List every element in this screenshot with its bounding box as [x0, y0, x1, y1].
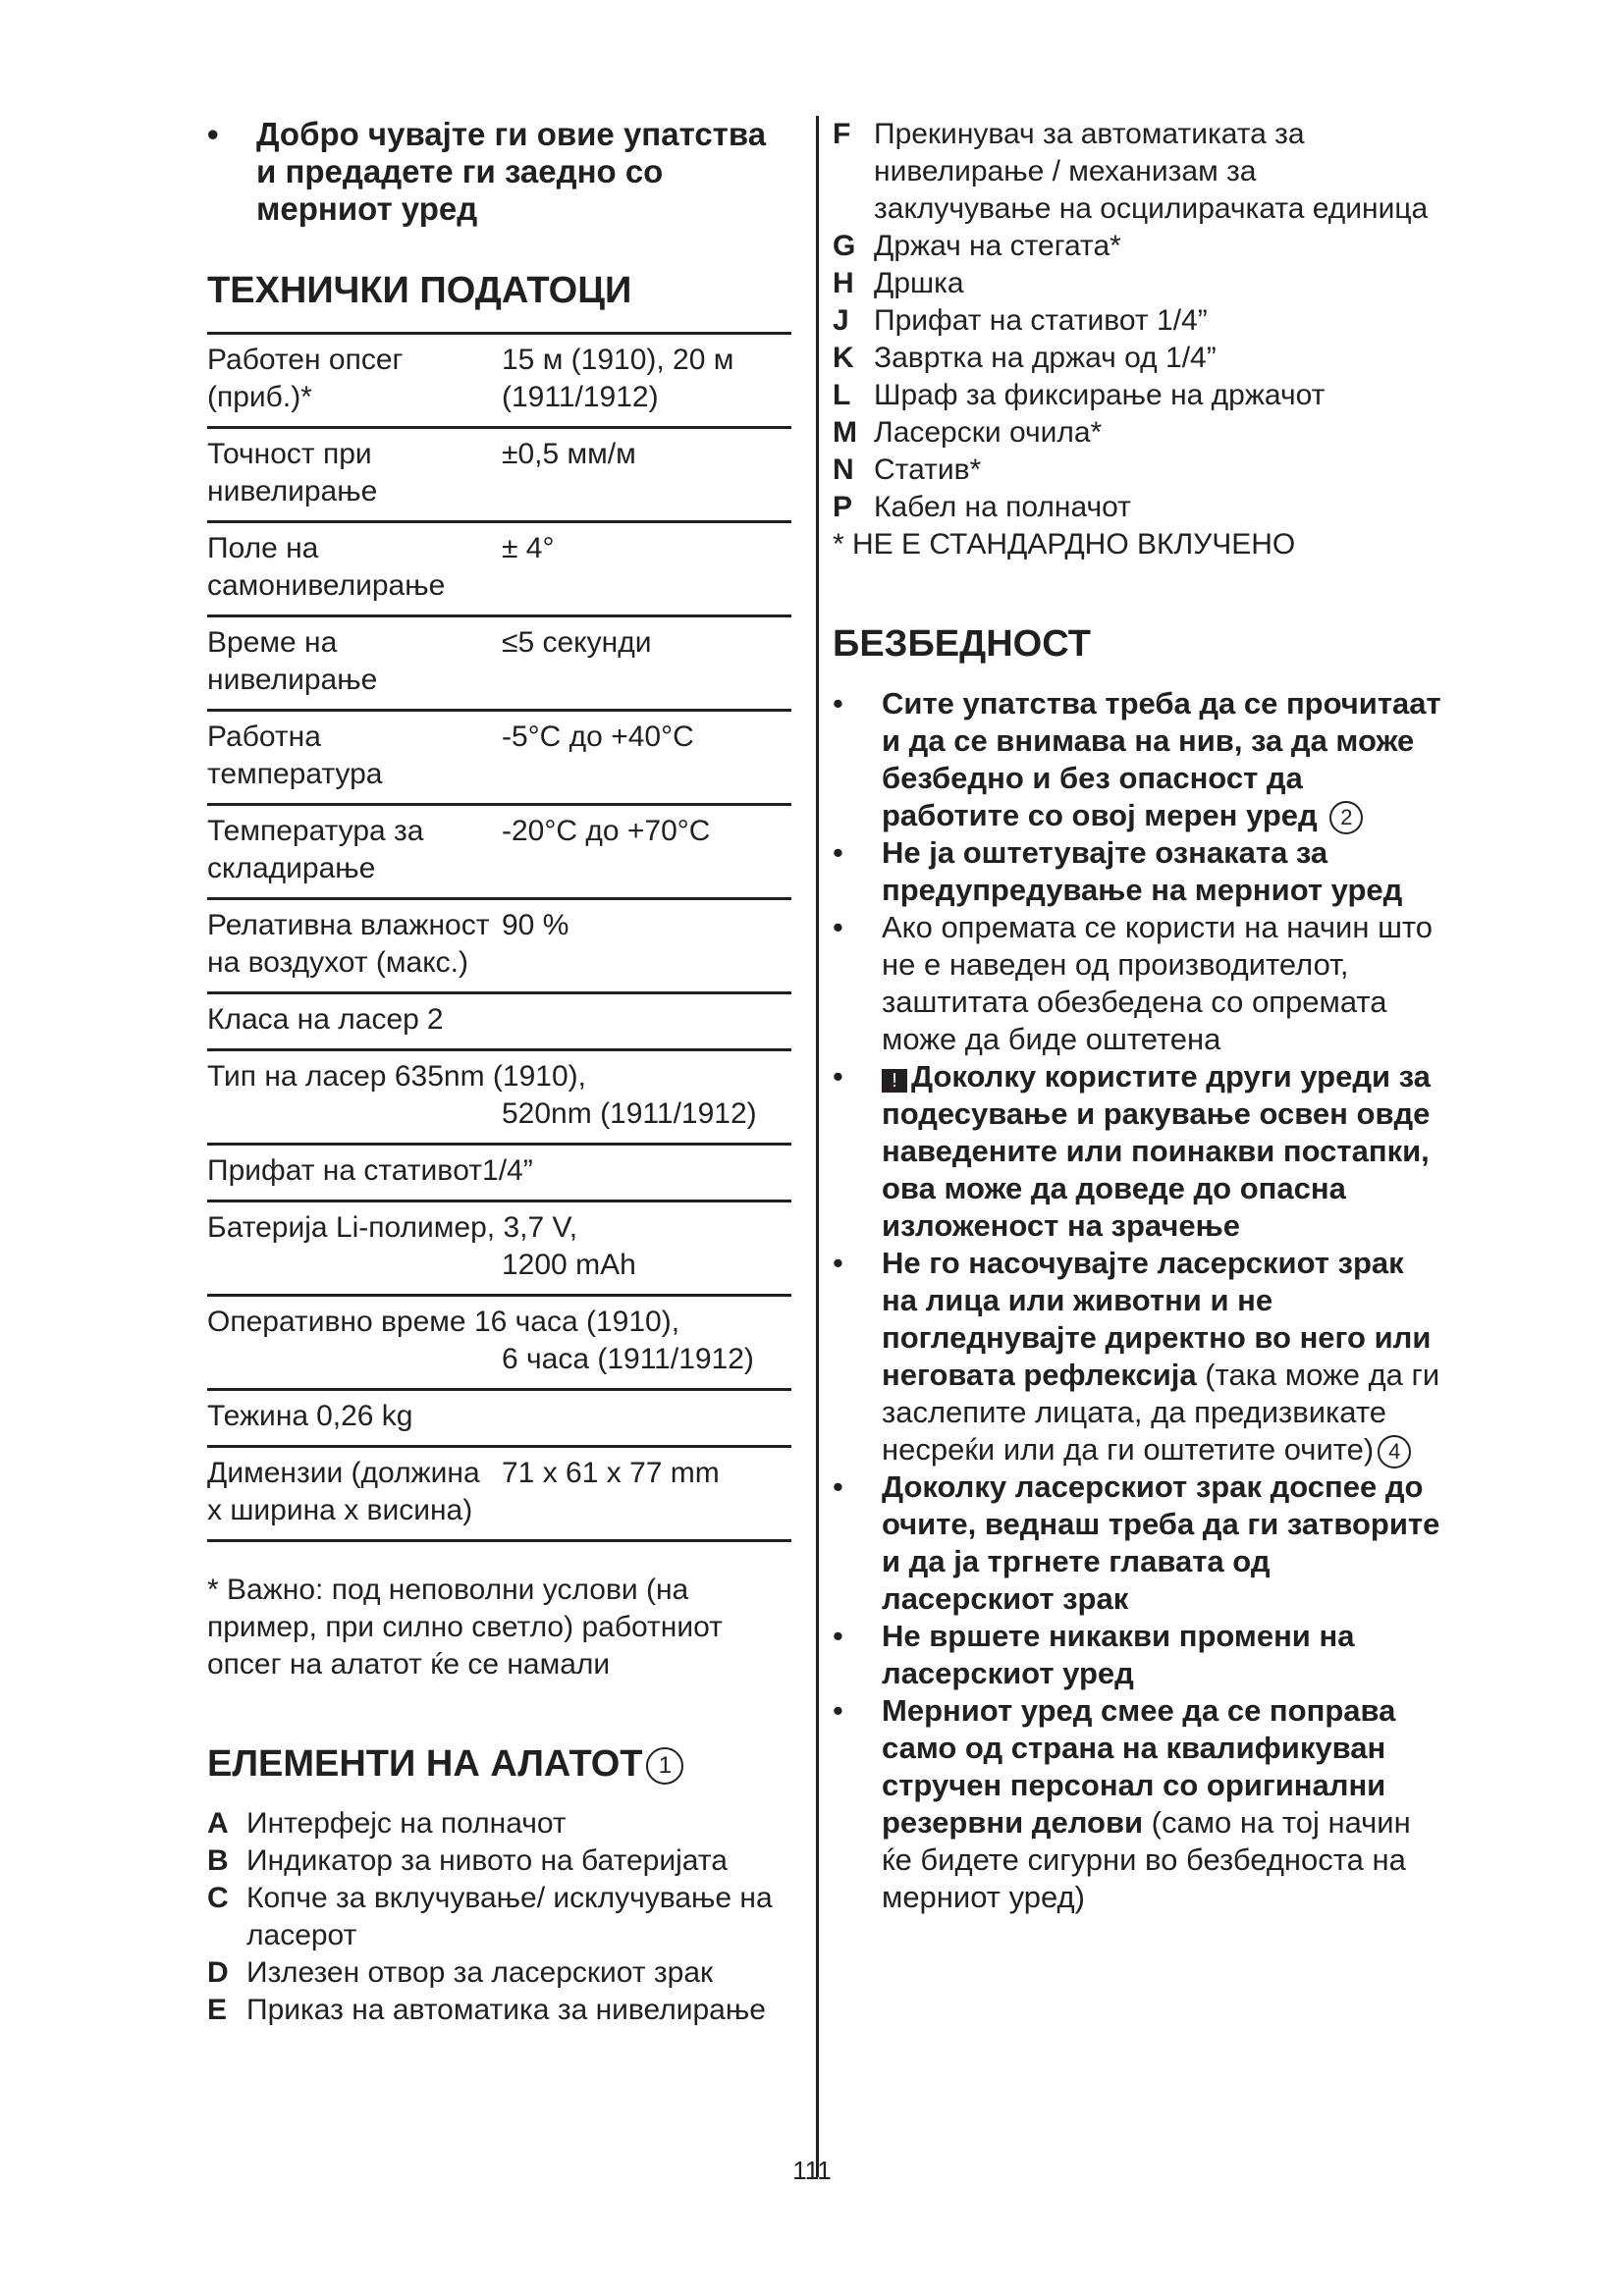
bullet-dot: • [833, 1619, 843, 1653]
spec-label: Тип на ласер [207, 1060, 387, 1093]
list-item [207, 1805, 791, 1842]
intro-bullet [207, 116, 791, 228]
safety-item [833, 909, 1441, 1058]
list-item [833, 302, 1441, 340]
item-key: D [207, 1956, 229, 1989]
list-item [833, 116, 1441, 228]
spec-label: Димензии (должина x ширина x висина) [207, 1457, 480, 1526]
bullet-dot: • [833, 1469, 843, 1504]
list-item [207, 1880, 791, 1954]
safety-bold-text: Не вршете никакви промени на ласерскиот уред [882, 1619, 1355, 1690]
safety-item [833, 1692, 1441, 1916]
spec-label: Оперативно време [207, 1306, 466, 1338]
laser-warning-icon: ! [882, 1069, 907, 1093]
column-divider [816, 116, 819, 2177]
item-key: G [833, 230, 856, 262]
spec-value: от1/4” [453, 1154, 533, 1187]
elements-list-left [207, 1805, 791, 2029]
spec-value-line2: 1200 mAh [502, 1249, 636, 1281]
item-text: Излезен отвор за ласерскиот зрак [246, 1956, 714, 1989]
range-note: * Важно: под неповолни услови (на пример, при силно светло) работниот опсег на алатот ќе се намали [207, 1574, 723, 1681]
bullet-dot: • [207, 116, 219, 152]
spec-row [207, 1146, 791, 1202]
item-key: K [833, 342, 854, 374]
list-item [833, 452, 1441, 489]
item-text: Шраф за фиксирање на држачот [874, 379, 1326, 411]
safety-item [833, 1468, 1441, 1618]
figure-ref-circle: 1 [646, 1747, 683, 1785]
safety-item [833, 1245, 1441, 1468]
left-column [207, 116, 791, 2029]
spec-table [207, 332, 791, 1542]
list-item [833, 377, 1441, 414]
spec-value: -20°C до +70°C [502, 815, 711, 847]
item-text: Држач на стегата* [874, 230, 1121, 262]
right-column [833, 116, 1441, 1916]
safety-text: Ако опремата се користи на начин што не е наведен од производителот, заштитата обезбедена со опремата може да биде оштетена [882, 910, 1434, 1056]
spec-label: Време на нивелирање [207, 626, 378, 696]
spec-value-line2: 520nm (1911/1912) [502, 1097, 757, 1130]
item-text: Приказ на автоматика за нивелирање [246, 1994, 766, 2026]
spec-value: Li-полимер, 3,7 V, [335, 1211, 578, 1244]
item-key: B [207, 1844, 229, 1877]
spec-label: Точност при нивелирање [207, 438, 378, 507]
spec-row [207, 1297, 791, 1391]
item-text: Ласерски очила* [874, 416, 1103, 449]
page-number: 111 [792, 2156, 832, 2185]
elements-heading-text: ЕЛЕМЕНТИ НА АЛАТОТ [207, 1743, 643, 1785]
spec-value: -5°C до +40°C [502, 721, 694, 753]
bullet-dot: • [833, 1693, 843, 1728]
bullet-dot: • [833, 686, 843, 721]
tech-heading: ТЕХНИЧКИ ПОДАТОЦИ [207, 270, 632, 311]
safety-bold-text: Доколку користите други уреди за подесување и ракување освен овде наведените или поинакви постапки, ова може да доведе до опасна изложеност на зрачење [882, 1059, 1431, 1243]
item-text: Копче за вклучување/ исклучување на ласерот [246, 1882, 773, 1951]
spec-label: Класа на ласер [207, 1003, 419, 1036]
item-text: Прекинувач за автоматиката за нивелирање / механизам за заклучување на осцилирачката единица [874, 118, 1429, 225]
spec-label: Работна температура [207, 721, 383, 790]
item-text: Интерфејс на полначот [246, 1807, 567, 1840]
item-text: Кабел на полначот [874, 491, 1131, 523]
spec-label: Релативна влажност на воздухот (макс.) [207, 909, 490, 979]
spec-label: Тежина [207, 1400, 309, 1432]
spec-row [207, 1391, 791, 1448]
spec-value: ≤5 секунди [502, 626, 652, 659]
spec-row [207, 900, 791, 994]
elements-heading [207, 1742, 791, 1786]
safety-list [833, 685, 1441, 1916]
item-text: Завртка на држач од 1/4” [874, 342, 1217, 374]
list-item [207, 1992, 791, 2029]
spec-value: ± 4° [502, 532, 555, 564]
safety-bold-text: Мерниот уред смее да се поправа само од страна на квалификуван стручен персонал со оригинални резервни делови [882, 1693, 1396, 1840]
bullet-dot: • [833, 835, 843, 870]
spec-row [207, 712, 791, 806]
item-key: J [833, 304, 849, 337]
item-key: A [207, 1807, 229, 1840]
list-item [833, 265, 1441, 302]
spec-label: Батерија [207, 1211, 328, 1244]
spec-row [207, 994, 791, 1051]
safety-item [833, 834, 1441, 909]
list-item [207, 1842, 791, 1880]
spec-value: 90 % [502, 909, 569, 941]
item-key: L [833, 379, 851, 411]
bullet-dot: • [833, 1059, 843, 1094]
spec-label: Поле на самонивелирање [207, 532, 446, 602]
item-key: C [207, 1882, 229, 1914]
item-text: Статив* [874, 454, 982, 486]
spec-value: 16 часа (1910), [473, 1306, 680, 1338]
item-key: H [833, 267, 854, 299]
spec-row [207, 806, 791, 900]
spec-label: Работен опсег (приб.)* [207, 344, 404, 413]
list-item [833, 489, 1441, 526]
item-key: P [833, 491, 853, 523]
safety-item [833, 685, 1441, 834]
list-item [833, 414, 1441, 452]
safety-heading: БЕЗБЕДНОСТ [833, 623, 1091, 665]
item-key: E [207, 1994, 228, 2026]
bullet-dot: • [833, 1246, 843, 1280]
intro-text: Добро чувајте ги овие упатства и предадете ги заедно со мерниот уред [256, 116, 767, 227]
spec-label: Прифат на статив [207, 1154, 454, 1187]
spec-value-line2: 6 часа (1911/1912) [502, 1343, 754, 1375]
spec-value: 15 м (1910), 20 м (1911/1912) [502, 344, 734, 413]
list-item [833, 228, 1441, 265]
bullet-dot: • [833, 910, 843, 944]
item-text: Дршка [874, 267, 964, 299]
spec-row [207, 335, 791, 429]
list-item [207, 1954, 791, 1992]
safety-text: (само на тој начин ќе бидете сигурни во безбедноста на мерниот уред) [882, 1805, 1411, 1914]
spec-value: 2 [426, 1003, 444, 1036]
spec-row [207, 523, 791, 617]
safety-text: (така може да ги заслепите лицата, да предизвикате несреќи или да ги оштетите очите) [882, 1358, 1440, 1467]
spec-row [207, 1448, 791, 1542]
list-item [833, 340, 1441, 377]
safety-bold-text: Не го насочувајте ласерскиот зрак на лица или животни и не погледнувајте директно во него или неговата рефлексија [882, 1246, 1432, 1392]
figure-ref-circle: 2 [1329, 801, 1363, 834]
spec-value: ±0,5 мм/м [502, 438, 636, 470]
safety-bold-text: Доколку ласерскиот зрак доспее до очите, веднаш треба да ги затворите и да ја тргнете главата од ласерскиот зрак [882, 1469, 1440, 1616]
spec-row [207, 1051, 791, 1146]
item-key: F [833, 118, 851, 150]
elements-list-right [833, 116, 1441, 526]
spec-value: 71 x 61 x 77 mm [502, 1457, 720, 1489]
spec-value: 635nm (1910), [394, 1060, 586, 1093]
spec-value: 0,26 kg [316, 1400, 413, 1432]
safety-bold-text: Сите упатства треба да се прочитаат и да се внимава на нив, за да може безбедно и без опасност да работите со овој мерен уред [882, 686, 1441, 832]
spec-row [207, 617, 791, 712]
item-key: M [833, 416, 857, 449]
spec-label: Температура за складирање [207, 815, 424, 884]
safety-item [833, 1618, 1441, 1692]
spec-row [207, 1202, 791, 1297]
spec-row [207, 429, 791, 523]
safety-item [833, 1058, 1441, 1245]
not-included-footnote: * НЕ Е СТАНДАРДНО ВКЛУЧЕНО [833, 528, 1296, 561]
safety-bold-text: Не ја оштетувајте ознаката за предупредување на мерниот уред [882, 835, 1403, 907]
item-text: Индикатор за нивото на батеријата [246, 1844, 728, 1877]
item-text: Прифат на стативот 1/4” [874, 304, 1208, 337]
figure-ref-circle: 4 [1378, 1435, 1411, 1468]
item-key: N [833, 454, 854, 486]
